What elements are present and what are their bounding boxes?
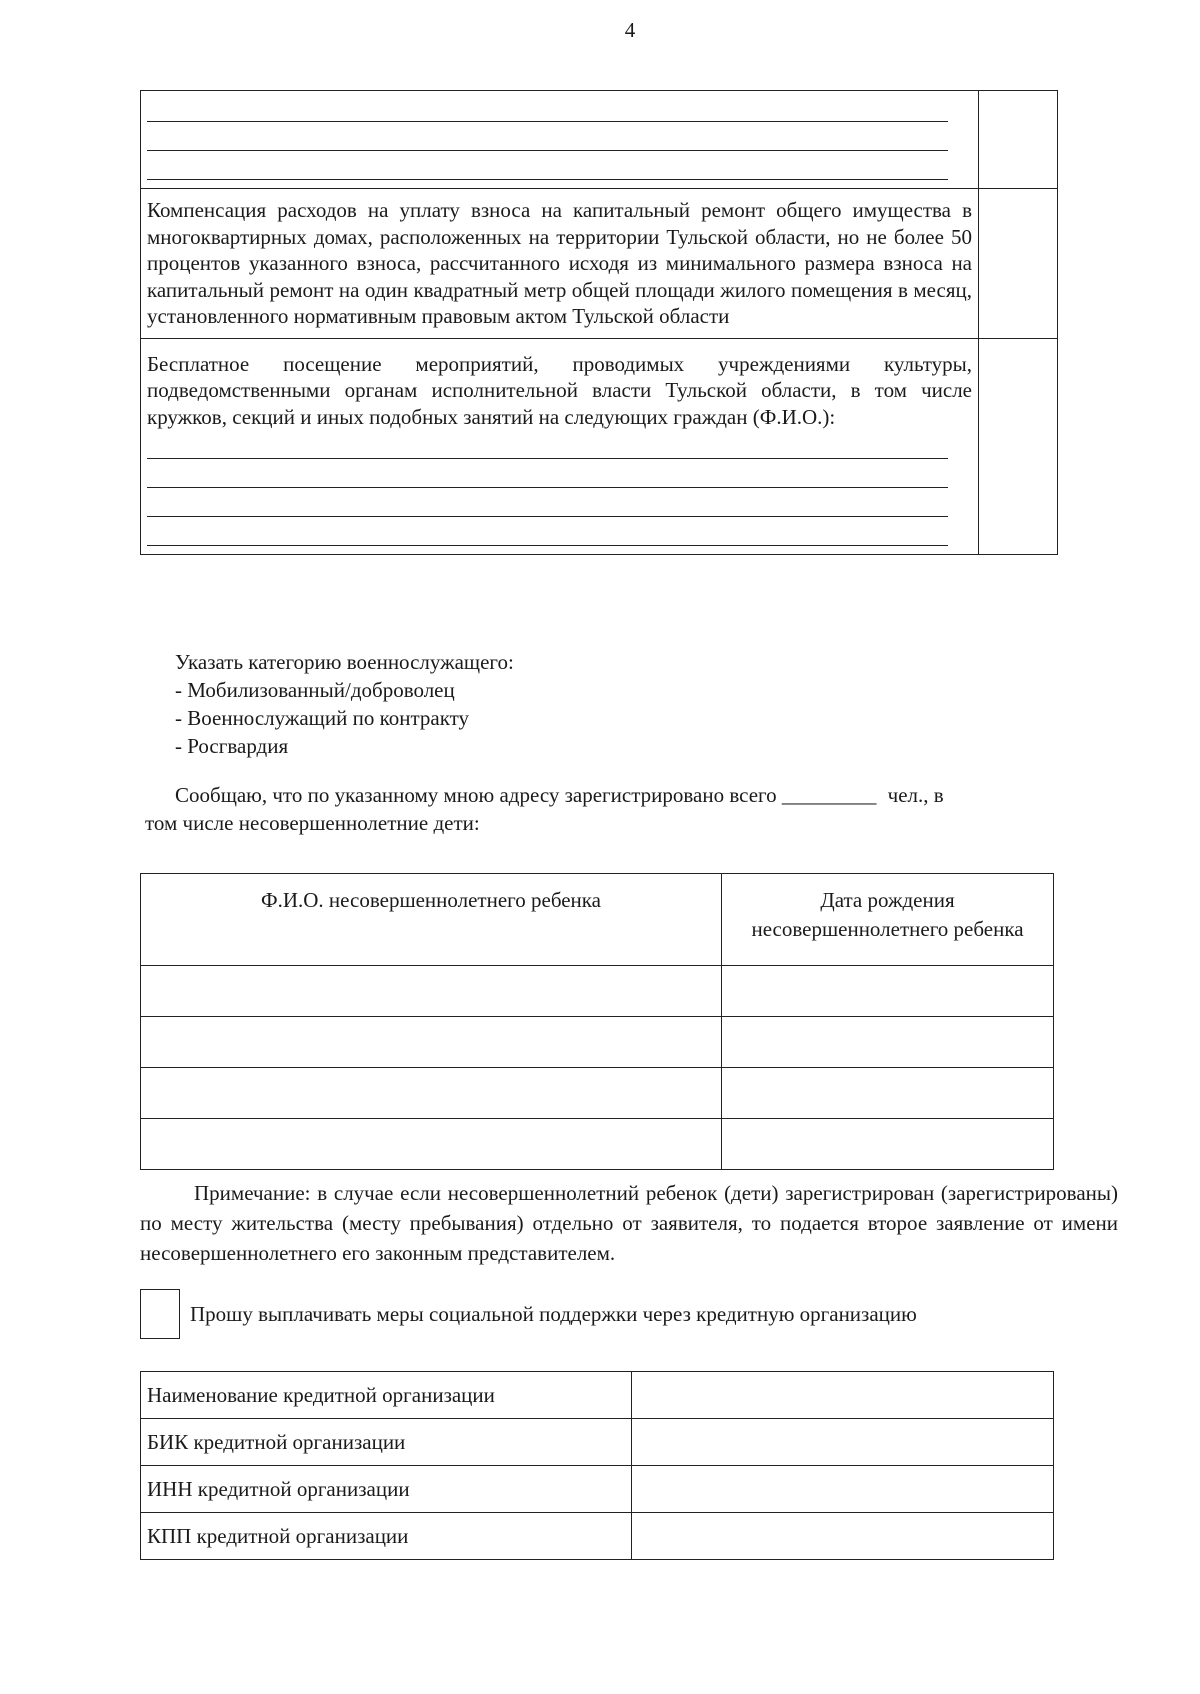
col-child-birthdate: Дата рождения несовершеннолетнего ребенка (722, 874, 1054, 966)
page-number: 4 (624, 18, 636, 42)
bank-name-label: Наименование кредитной организации (141, 1372, 632, 1419)
child-name-cell[interactable] (141, 1119, 722, 1170)
child-name-cell[interactable] (141, 1068, 722, 1119)
table-row (141, 1017, 1054, 1068)
benefit-row-capital-repair (141, 188, 1057, 338)
children-table (140, 873, 1054, 1170)
bank-bik-label: БИК кредитной организации (141, 1419, 632, 1466)
bank-kpp-label: КПП кредитной организации (141, 1513, 632, 1560)
culture-visits-text: Бесплатное посещение мероприятий, проводимых учреждениями культуры, подведомственными органам исполнительной власти Тульской области, в том числе кружков, секций и иных подобных занятий на следующих граждан (Ф.И.О.): (147, 351, 972, 429)
category-option: - Военнослужащий по контракту (175, 706, 470, 730)
fill-line[interactable] (147, 93, 948, 122)
table-row (141, 1068, 1054, 1119)
table-row (141, 1372, 1054, 1419)
benefits-table (140, 90, 1058, 555)
benefit-check-cell[interactable] (979, 339, 1057, 555)
table-row (141, 1119, 1054, 1170)
bank-inn-value[interactable] (632, 1466, 1054, 1513)
bank-table (140, 1371, 1054, 1560)
registration-text-before: Сообщаю, что по указанному мною адресу зарегистрировано всего (175, 783, 777, 807)
bank-name-value[interactable] (632, 1372, 1054, 1419)
fill-line[interactable] (147, 488, 948, 517)
fill-line[interactable] (147, 151, 948, 180)
table-row (141, 966, 1054, 1017)
fill-line[interactable] (147, 430, 948, 459)
category-heading: Указать категорию военнослужащего: (175, 650, 514, 674)
fill-line[interactable] (147, 517, 948, 546)
benefit-check-cell[interactable] (979, 91, 1057, 188)
category-option: - Росгвардия (175, 734, 289, 758)
benefit-row-culture (141, 338, 1057, 555)
child-name-cell[interactable] (141, 1017, 722, 1068)
child-birthdate-cell[interactable] (722, 966, 1054, 1017)
fill-line[interactable] (147, 122, 948, 151)
table-row (141, 1513, 1054, 1560)
benefit-check-cell[interactable] (979, 189, 1057, 338)
table-row (141, 1419, 1054, 1466)
benefit-row-blank (141, 91, 1057, 188)
payment-request-label: Прошу выплачивать меры социальной поддержки через кредитную организацию (190, 1302, 917, 1326)
registration-line2: том числе несовершеннолетние дети: (145, 811, 480, 835)
bank-kpp-value[interactable] (632, 1513, 1054, 1560)
category-option: - Мобилизованный/доброволец (175, 678, 455, 702)
capital-repair-text: Компенсация расходов на уплату взноса на капитальный ремонт общего имущества в многоквартирных домах, расположенных на территории Тульской области, но не более 50 процентов указанного взноса, рассчитанного исходя из минимального размера взноса на капитальный ремонт на один квадратный метр общей площади жилого помещения в месяц, установленного нормативным правовым актом Тульской области (147, 198, 972, 328)
col-child-name: Ф.И.О. несовершеннолетнего ребенка (141, 874, 722, 966)
child-name-cell[interactable] (141, 966, 722, 1017)
child-birthdate-cell[interactable] (722, 1068, 1054, 1119)
blank-lines-cell[interactable] (141, 91, 979, 188)
child-birthdate-cell[interactable] (722, 1017, 1054, 1068)
child-birthdate-cell[interactable] (722, 1119, 1054, 1170)
payment-request-checkbox[interactable] (140, 1289, 180, 1339)
bank-inn-label: ИНН кредитной организации (141, 1466, 632, 1513)
registration-text (145, 781, 1070, 837)
note-text: Примечание: в случае если несовершеннолетний ребенок (дети) зарегистрирован (зарегистрированы) по месту жительства (месту пребывания) отдельно от заявителя, то подается второе заявление от имени несовершеннолетнего его законным представителем. (140, 1181, 1118, 1265)
table-header-row (141, 874, 1054, 966)
registration-text-after: чел., в (887, 783, 944, 807)
category-list (175, 648, 514, 760)
bank-bik-value[interactable] (632, 1419, 1054, 1466)
table-row (141, 1466, 1054, 1513)
fill-line[interactable] (147, 459, 948, 488)
registration-count-blank[interactable]: _________ (781, 783, 877, 807)
